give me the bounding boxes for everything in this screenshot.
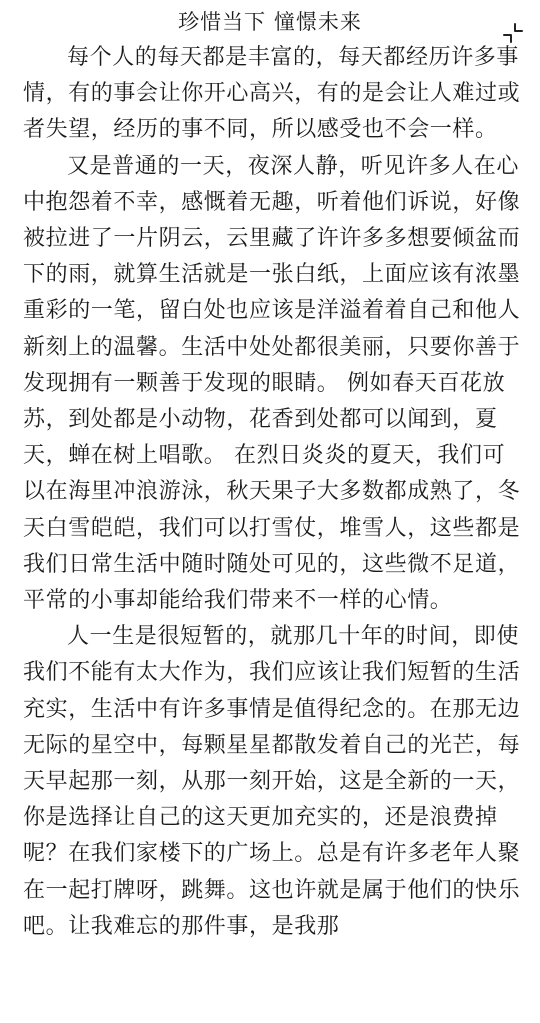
page-title: 珍惜当下 憧憬未来 (178, 10, 362, 34)
paragraph: 人一生是很短暂的，就那几十年的时间，即使我们不能有太大作为，我们应该让我们短暂的生活充实，生活中有许多事情是值得纪念的。在那无边无际的星空中，每颗星星都散发着自己的光芒，每天早起那一刻，从那一刻开始，这是全新的一天，你是选择让自己的这天更加充实的，还是浪费掉呢？在我们家楼下的广场上。总是有许多老年人聚在一起打牌呀，跳舞。这也许就是属于他们的快乐吧。让我难忘的那件事，是我那 (23, 624, 521, 939)
article-body (23, 40, 521, 945)
paragraph: 每个人的每天都是丰富的，每天都经历许多事情，有的事会让你开心高兴，有的是会让人难过或者失望，经历的事不同，所以感受也不会一样。 (23, 45, 521, 143)
paragraph: 又是普通的一天，夜深人静，听见许多人在心中抱怨着不幸，感慨着无趣，听着他们诉说，好像被拉进了一片阴云，云里藏了许许多多想要倾盆而下的雨，就算生活就是一张白纸，上面应该有浓墨重彩的一笔，留白处也应该是洋溢着着自己和他人新刻上的温馨。生活中处处都很美丽，只要你善于发现拥有一颗善于发现的眼睛。 例如春天百花放苏，到处都是小动物，花香到处都可以闻到，夏天，蝉在树上唱歌。 在烈日炎炎的夏天，我们可以在海里冲浪游泳，秋天果子大多数都成熟了，冬天白雪皑皑，我们可以打雪仗，堆雪人，这些都是我们日常生活中随时随处可见的，这些微不足道，平常的小事却能给我们带来不一样的心情。 (23, 153, 521, 614)
